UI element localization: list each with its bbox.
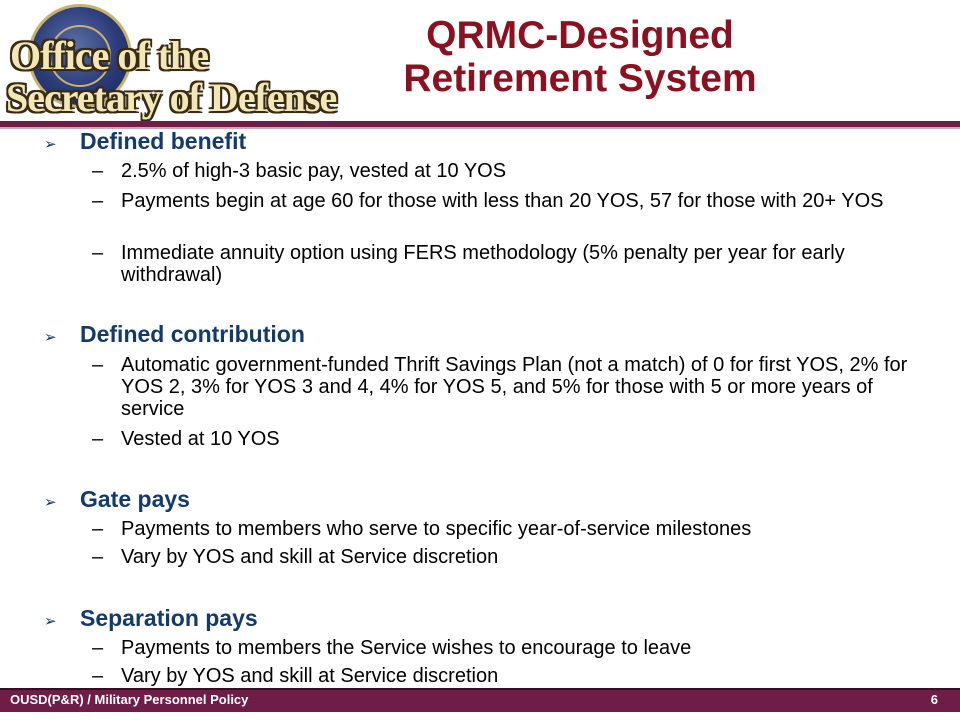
arrow-bullet-icon: ➢: [44, 613, 57, 630]
section-heading: Gate pays: [80, 486, 190, 512]
list-item-text: Vary by YOS and skill at Service discretion: [121, 546, 499, 568]
title-line-1: QRMC-Designed: [426, 14, 734, 57]
list-item-text: 2.5% of high-3 basic pay, vested at 10 YOS: [121, 160, 507, 182]
dash-bullet: –: [92, 190, 104, 212]
slide-title: [300, 14, 860, 100]
dash-bullet: –: [92, 354, 104, 376]
arrow-bullet-icon: ➢: [44, 329, 57, 346]
list-item-text: Immediate annuity option using FERS methodology (5% penalty per year for early withdrawal): [121, 242, 845, 286]
osd-logo: [4, 2, 337, 120]
arrow-bullet-icon: ➢: [44, 494, 57, 511]
list-item-text: Payments to members who serve to specific year-of-service milestones: [121, 518, 752, 540]
page-number: 6: [930, 692, 938, 707]
logo-text-line-2: Secretary of Defense: [6, 75, 337, 120]
footer-org: OUSD(P&R) / Military Personnel Policy: [10, 692, 249, 707]
list-item-text: Payments to members the Service wishes to encourage to leave: [121, 637, 692, 659]
section-heading: Defined contribution: [80, 321, 305, 347]
dash-bullet: –: [92, 160, 104, 182]
dash-bullet: –: [92, 546, 104, 568]
dash-bullet: –: [92, 428, 104, 450]
section-heading: Separation pays: [80, 605, 258, 631]
dash-bullet: –: [92, 665, 104, 687]
footer-band: [0, 688, 960, 712]
section-heading: Defined benefit: [80, 128, 247, 154]
dash-bullet: –: [92, 518, 104, 540]
list-item-text: Automatic government-funded Thrift Savings Plan (not a match) of 0 for first YOS, 2% for YOS 2, 3% for YOS 3 and 4, 4% for YOS 5, and 5% for those with 5 or more years of service: [121, 354, 908, 420]
dash-bullet: –: [92, 242, 104, 264]
logo-text-line-1: Office of the: [10, 33, 209, 78]
arrow-bullet-icon: ➢: [44, 136, 57, 153]
title-line-2: Retirement System: [403, 57, 757, 100]
list-item-text: Vary by YOS and skill at Service discretion: [121, 665, 499, 687]
dash-bullet: –: [92, 637, 104, 659]
list-item-text: Payments begin at age 60 for those with less than 20 YOS, 57 for those with 20+ YOS: [121, 190, 884, 212]
list-item-text: Vested at 10 YOS: [121, 428, 280, 450]
